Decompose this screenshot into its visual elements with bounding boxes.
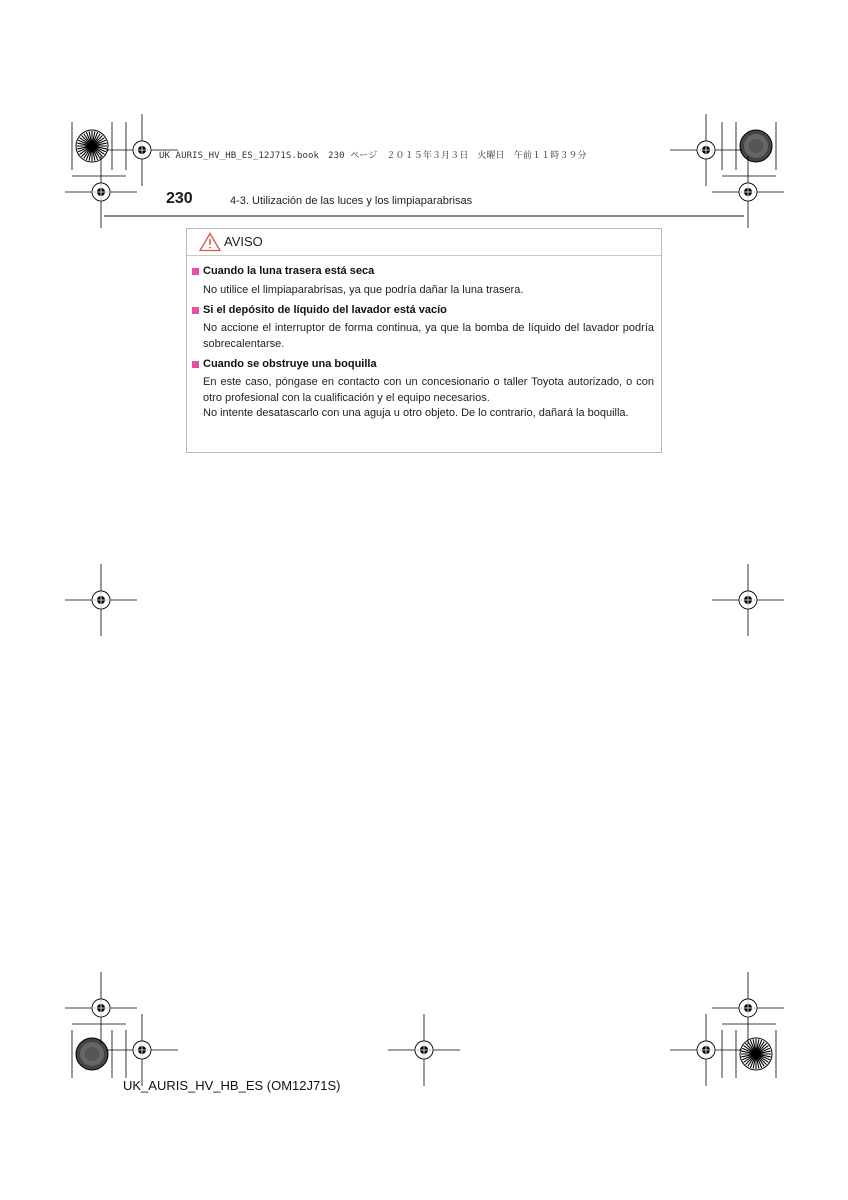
header-rule bbox=[104, 215, 744, 217]
section-title: 4-3. Utilización de las luces y los limpiaparabrisas bbox=[230, 195, 473, 207]
warning-item-title: Cuando la luna trasera está seca bbox=[203, 265, 375, 277]
warning-label: AVISO bbox=[224, 234, 263, 249]
warning-item-title: Cuando se obstruye una boquilla bbox=[203, 358, 377, 370]
pink-bullet-icon bbox=[192, 361, 199, 368]
warning-item-text: En este caso, póngase en contacto con un concesionario o taller Toyota autorizado, o con otro profesional con la cualificación y el equipo necesarios. bbox=[203, 376, 654, 404]
warning-box bbox=[186, 228, 662, 453]
document-footer: UK_AURIS_HV_HB_ES (OM12J71S) bbox=[123, 1078, 341, 1093]
print-job-header: UK AURIS_HV_HB_ES_12J71S.book 230 ページ ２０１５年３月３日 火曜日 午前１１時３９分 bbox=[159, 151, 587, 161]
warning-triangle-icon bbox=[199, 232, 221, 252]
warning-item-text: No intente desatascarlo con una aguja u otro objeto. De lo contrario, dañará la boquilla. bbox=[203, 407, 629, 419]
warning-header bbox=[187, 229, 661, 256]
warning-item-text: No accione el interruptor de forma continua, ya que la bomba de líquido del lavador podría sobrecalentarse. bbox=[203, 322, 654, 350]
pink-bullet-icon bbox=[192, 307, 199, 314]
page-number: 230 bbox=[166, 190, 193, 207]
warning-item-text: No utilice el limpiaparabrisas, ya que podría dañar la luna trasera. bbox=[203, 284, 524, 296]
pink-bullet-icon bbox=[192, 268, 199, 275]
warning-item-title: Si el depósito de líquido del lavador está vacío bbox=[203, 304, 447, 316]
